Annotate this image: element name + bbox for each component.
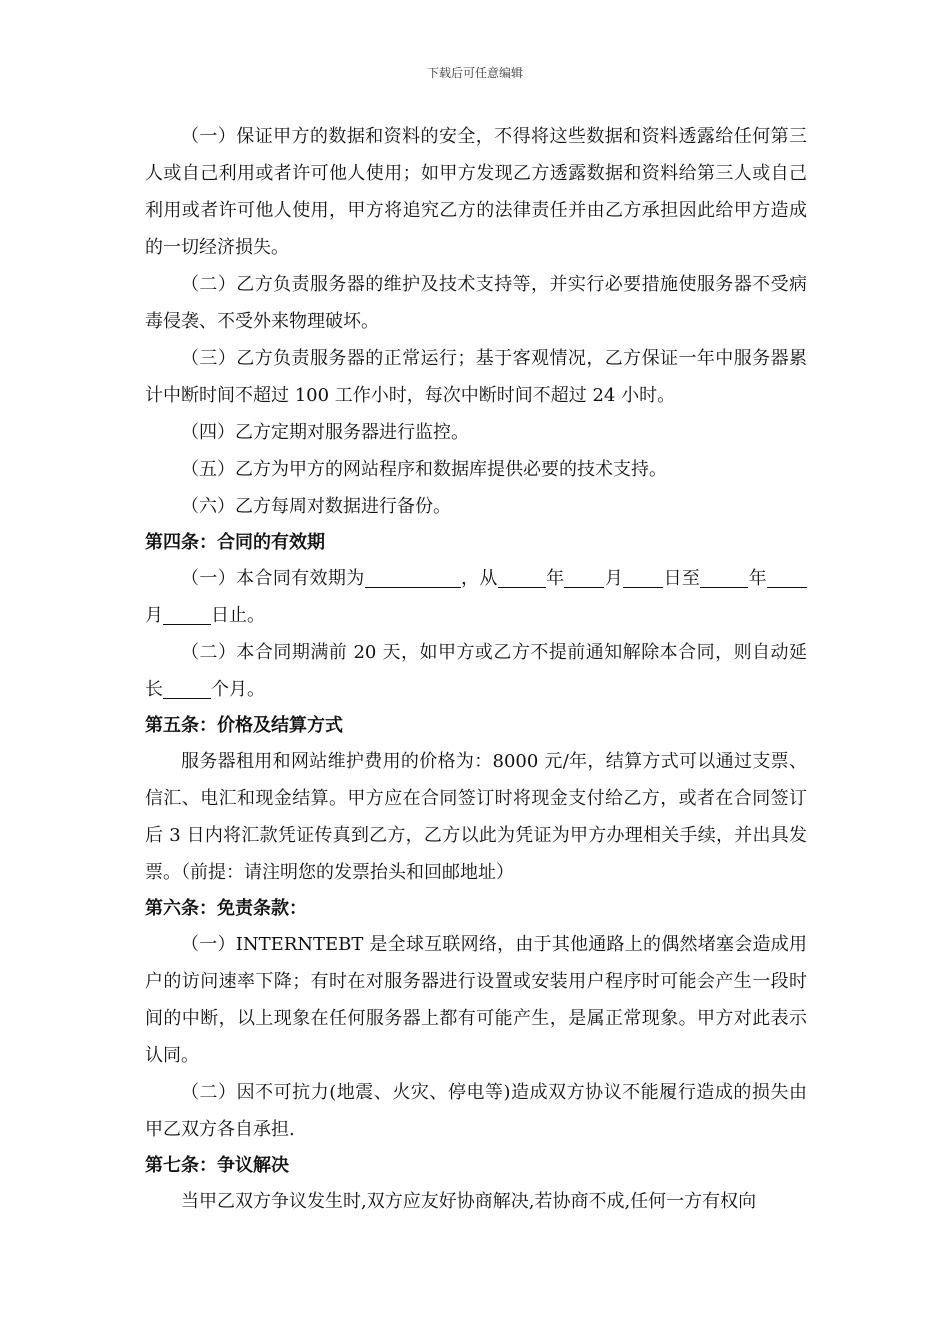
text-segment: （一）本合同有效期为 bbox=[181, 568, 365, 589]
document-body bbox=[145, 118, 807, 1220]
text-segment: 日止。 bbox=[211, 605, 265, 626]
section-6-paragraph-1: （一）INTERNTEBT 是全球互联网络，由于其他通路上的偶然堵塞会造成用户的访问速率下降；有时在对服务器进行设置或安装用户程序时可能会产生一段时间的中断，以上现象在任何服务器上都有可能产生，是属正常现象。甲方对此表示认同。 bbox=[145, 934, 807, 1066]
text-segment: 月 bbox=[145, 605, 163, 626]
text-segment: 年 bbox=[545, 568, 565, 589]
text-segment: （二）本合同期满前 20 天，如甲方或乙方不提前通知解除本合同，则自动延长 bbox=[145, 642, 807, 700]
blank-start-day[interactable] bbox=[623, 569, 663, 588]
clause-paragraph-2: （二）乙方负责服务器的维护及技术支持等，并实行必要措施使服务器不受病毒侵袭、不受外来物理破坏。 bbox=[145, 274, 807, 332]
blank-end-month[interactable] bbox=[767, 569, 807, 588]
clause-paragraph-3: （三）乙方负责服务器的正常运行；基于客观情况，乙方保证一年中服务器累计中断时间不超过 100 工作小时，每次中断时间不超过 24 小时。 bbox=[145, 348, 807, 406]
section-4-paragraph-1 bbox=[145, 560, 807, 634]
blank-end-day[interactable] bbox=[163, 606, 211, 625]
blank-term-field[interactable] bbox=[365, 569, 461, 588]
text-segment: 年 bbox=[748, 568, 768, 589]
section-4-heading: 第四条：合同的有效期 bbox=[145, 532, 325, 553]
clause-paragraph-5: （五）乙方为甲方的网站程序和数据库提供必要的技术支持。 bbox=[181, 459, 667, 480]
blank-end-year[interactable] bbox=[700, 569, 748, 588]
section-7-paragraph-1: 当甲乙双方争议发生时,双方应友好协商解决,若协商不成,任何一方有权向 bbox=[181, 1191, 757, 1212]
section-7-heading: 第七条：争议解决 bbox=[145, 1155, 289, 1176]
section-5-heading: 第五条：价格及结算方式 bbox=[145, 715, 343, 736]
clause-paragraph-4: （四）乙方定期对服务器进行监控。 bbox=[181, 422, 469, 443]
section-6-heading: 第六条：免责条款： bbox=[145, 898, 307, 919]
text-segment: 月 bbox=[604, 568, 624, 589]
section-6-paragraph-2: （二）因不可抗力(地震、火灾、停电等)造成双方协议不能履行造成的损失由甲乙双方各自承担. bbox=[145, 1082, 807, 1140]
blank-start-month[interactable] bbox=[564, 569, 604, 588]
section-5-paragraph-1: 服务器租用和网站维护费用的价格为：8000 元/年，结算方式可以通过支票、信汇、电汇和现金结算。甲方应在合同签订时将现金支付给乙方，或者在合同签订后 3 日内将汇款凭证传真到乙方，乙方以此为凭证为甲方办理相关手续，并出具发票。（前提：请注明您的发票抬头和回邮地址） bbox=[145, 751, 807, 883]
clause-paragraph-1: （一）保证甲方的数据和资料的安全，不得将这些数据和资料透露给任何第三人或自己利用或者许可他人使用；如甲方发现乙方透露数据和资料给第三人或自己利用或者许可他人使用，甲方将追究乙方的法律责任并由乙方承担因此给甲方造成的一切经济损失。 bbox=[145, 126, 807, 258]
section-4-paragraph-2 bbox=[145, 634, 807, 708]
clause-paragraph-6: （六）乙方每周对数据进行备份。 bbox=[181, 496, 451, 517]
blank-start-year[interactable] bbox=[498, 569, 546, 588]
text-segment: ，从 bbox=[460, 568, 498, 589]
page-header: 下载后可任意编辑 bbox=[426, 66, 523, 80]
text-segment: 日至 bbox=[663, 568, 701, 589]
text-segment: 个月。 bbox=[211, 679, 265, 700]
blank-extension-months[interactable] bbox=[163, 680, 211, 699]
